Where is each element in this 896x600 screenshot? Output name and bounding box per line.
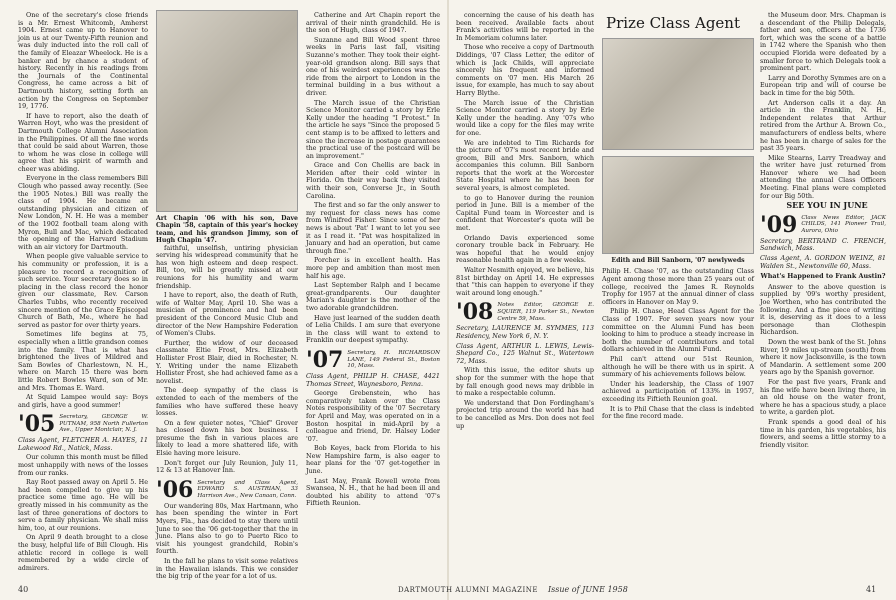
paragraph: Grace and Con Chellis are back in Meriden after their cold winter in Florida. On their way back they visited with their son, Converse Jr., in South Carolina. (306, 161, 440, 200)
paragraph: Everyone in the class remembers Bill Clough who passed away recently. (See the 1905 Notes.) Bill was really the class of 1904. He became an outstanding physician and citizen of New London, N. H. He was a member of the 1902 football team along with Myron, Bull and Mac, which dedicated the opening of the Harvard Stadium with an air victory for Dartmouth. (18, 174, 148, 251)
right-column-2 (602, 38, 754, 558)
class-heading-09: '09 Class News Editor, JACK CHILDS, 141 Pioneer Trail, Aurora, Ohio (760, 211, 886, 238)
class-heading-08: '08 Notes Editor, GEORGE E. SQUIER, 119 Parker St., Newton Centre 59, Mass. (456, 299, 594, 326)
paragraph: When people give valuable service to his community or profession, it is a pleasure to record a recognition of such service. Your secretary does so in placing in the class record the honor given our classmate, Rev. Carson Charles Tubbs, who recently received sincere mention of the Grace Episcopal Church of Bath, Me., where he had served as pastor for over thirty years. (18, 252, 148, 329)
paragraph: We are indebted to Tim Richards for the picture of '07's most recent bride and groom, Bill and Mrs. Sanborn, which accompanies this column. Bill Sanborn reports that the work at the Worcester State Hospital where he has been for several years, is almost completed. (456, 138, 594, 193)
chase-photo (602, 38, 754, 150)
paragraph: Don't forget our July Reunion, July 11, 12 & 13 at Hanover Inn. (156, 458, 298, 475)
sanborn-photo-caption: Edith and Bill Sanborn, '07 newlyweds (611, 257, 745, 264)
paragraph: We understand that Don Fordingham's projected trip around the world has had to be cancelled as Mrs. Don does not feel up (456, 398, 594, 430)
magazine-name: DARTMOUTH ALUMNI MAGAZINE (398, 586, 539, 594)
paragraph: For the past five years, Frank and his fine wife have been living there, in an old house on the water front, where he has a spacious study, a place to write, a garden plot. (760, 377, 886, 417)
paragraph: Sometimes life begins at 75, especially when a little grandson comes into the family. That is what has brightened the lives of Mildred and Sam Bowles of Charlestown, N. H., where on March 15 there was born little Robert Bowles Ward, son of Mr. and Mrs. Thomas E. Ward. (18, 330, 148, 392)
class-08-agent: Class Agent, ARTHUR L. LEWIS, Lewis-Shepard Co., 125 Walnut St., Watertown 72, Mass. (456, 341, 594, 365)
paragraph: Last September Ralph and I became great-grandparents. Our daughter Marian's daughter is the mother of the two adorable grandchildren. (306, 281, 440, 312)
right-column-3 (760, 12, 886, 572)
sanborn-photo (602, 156, 754, 254)
paragraph: The deep sympathy of the class is extended to each of the members of the families who have suffered these heavy losses. (156, 386, 298, 418)
class-heading-05: '05 Secretary, GEORGE W. PUTNAM, 958 North Fullerton Ave., Upper Montclair, N. J. (18, 411, 148, 438)
paragraph: Larry and Dorothy Symmes are on a European trip and will of course be back in time for the big 50th. (760, 73, 886, 97)
chapin-photo (156, 10, 298, 212)
paragraph: The first and so far the only answer to my request for class news has come from Winifred Fisher. Since some of her news is about 'Pat' I want to let you see it as I read it. "Pat was hospitalized in January and had an operation, but came through fine." (306, 201, 440, 255)
paragraph: Suzanne and Bill Wood spent three weeks in Paris last fall, visiting Suzanne's mother. They took their eight-year-old grandson along. Bill says that one of his weirdest experiences was the ride from the airport to London in the terminal building in a bus without a driver. (306, 35, 440, 97)
paragraph: Bob Keyes, back from Florida to his New Hampshire farm, is also eager to hear plans for the '07 get-together in June. (306, 444, 440, 476)
paragraph: Porcher is in excellent health. Has more pep and ambition than most men half his age. (306, 256, 440, 280)
paragraph: It is to Phil Chase that the class is indebted for the fine record made. (602, 404, 754, 421)
paragraph: Mike Stearns, Larry Treadway and the writer have just returned from Hanover where we had been attending the annual Class Officers Meeting. Final plans were completed for our Big 50th. (760, 153, 886, 200)
paragraph: Under his leadership, the Class of 1907 achieved a participation of 133% in 1957, exceeding its Fiftieth Reunion goal. (602, 379, 754, 403)
paragraph: At Squid Lampee would say: Boys and girls, have a good summer! (18, 393, 148, 409)
paragraph: One of the secretary's close friends is a Mr. Ernest Whitcomb, Amherst 1904. Ernest came up to Hanover to join us at our Twenty-Fifth reunion and was duly inducted into the roll call of the family of Eleazar Wheelock. He is a banker and by chance a student of history. Recently in his readings from the Journals of the Continental Congress, he came across a bit of Dartmouth history, setting forth an action by the Congress on September 19, 1776. (18, 11, 148, 111)
issue-date: Issue of JUNE 1958 (548, 585, 628, 594)
paragraph: Walter Nesmith enjoyed, we believe, his 81st birthday on April 14. He expresses that "this can happen to everyone if they wait around long enough." (456, 266, 594, 297)
paragraph: Frank spends a good deal of his time in his garden, his vegetables, his flowers, and seems a little stormy to a friendly visitor. (760, 417, 886, 449)
class-07-secretary: Secretary, H. RICHARDSON LANE, 149 Federal St., Boston 10, Mass. (347, 349, 440, 370)
left-column-2 (156, 10, 298, 581)
paragraph: to go to Hanover during the reunion period in June. Bill is a member of the Capital Fund team in Worcester and is confident that Worcester's quota will be met. (456, 193, 594, 233)
class-06-secretary: Secretary and Class Agent, EDWARD S. AUSTRIAN, 33 Harrison Ave., New Canaan, Conn. (197, 479, 298, 500)
class-09-secretary: Secretary, BERTRAND C. FRENCH, Sandwich, Mass. (760, 236, 886, 253)
paragraph: If have to report, also the death of Warren Hoyt, who was the president of Dartmouth College Alumni Association in the Philippines. Of all the fine words that could be said about Warren, those to whom he was close in college will agree that his spirit of warmth and cheer was abiding. (18, 111, 148, 173)
subheading: What's Happened to Frank Austin? (760, 272, 886, 281)
paragraph: Orlando Davis experienced some coronary trouble back in February. He was hopeful that he would enjoy reasonable health again in a few weeks. (456, 233, 594, 265)
paragraph: Catherine and Art Chapin report the arrival of their ninth grandchild. He is the son of Hugh, class of 1947. (306, 11, 440, 35)
class-08-editor: Notes Editor, GEORGE E. SQUIER, 119 Parker St., Newton Centre 59, Mass. (497, 302, 594, 322)
paragraph: Have just learned of the sudden death of Lelia Childs. I am sure that everyone in the class will want to extend to Franklin our deepest sympathy. (306, 313, 440, 345)
paragraph: Phil can't attend our 51st Reunion, although he will be there with us in spirit. A summary of his achievements follows below. (602, 354, 754, 379)
paragraph: Answer to the above question is supplied by '09's worthy president, Joe Worthen, who has contributed the following. And a fine piece of writing it is, deserving as it does to a less personage than Clothespin Richardson. (760, 282, 886, 337)
paragraph: On April 9 death brought to a close the busy, helpful life of Bill Clough. His athletic record in college is well remembered by a wide circle of admirers. (18, 533, 148, 572)
paragraph: Ray Root passed away on April 5. He had been compelled to give up his practice some time ago. He will be greatly missed in his community as the last of three generations of doctors to serve a family physician. We shall miss him, too, at our reunions. (18, 478, 148, 532)
right-column-1 (456, 12, 594, 572)
class-08-secretary: Secretary, LAURENCE M. SYMMES, 113 Residency, New York 6, N. Y. (456, 324, 594, 340)
class-05-secretary: Secretary, GEORGE W. PUTNAM, 958 North Fullerton Ave., Upper Montclair, N. J. (59, 414, 148, 434)
class-heading-06: '06 Secretary and Class Agent, EDWARD S. AUSTRIAN, 33 Harrison Ave., New Canaan, Conn. (156, 476, 298, 503)
page-gutter (447, 0, 449, 600)
class-09-agent: Class Agent, A. GORDON WEINZ, 81 Walden St., Newtonville 60, Mass. (760, 254, 886, 270)
paragraph: Down the west bank of the St. Johns River, 19 miles up-stream (south) from where it now Jacksonville, is the town of Mandarin. A settlement some 200 years ago by the Spanish governor. (760, 337, 886, 377)
paragraph: On a few quieter notes, "Chief" Grover has closed down his box business. I presume the fish in various places are likely to lead a more shattered life, with Elsie having more leisure. (156, 418, 298, 458)
paragraph: faithful, unselfish, untiring physician serving his widespread community that he has won high esteem and deep respect. Bill, too, will be greatly missed at our reunions for his humility and warm friendship. (156, 243, 298, 290)
paragraph: Art Anderson calls it a day. An article in the Franklin, N. H., Independent relates that Arthur retired from the Arthur A. Brown Co., manufacturers of endless belts, where he has been in charge of sales for the past 35 years. (760, 98, 886, 153)
left-column-3 (306, 12, 440, 572)
paragraph: The March issue of the Christian Science Monitor carried a story by Erle Kelly under the heading. Any '07s who would like a copy for the files may write for one. (456, 98, 594, 137)
class-05-agent: Class Agent, FLETCHER A. HAYES, 11 Lakewood Rd., Natick, Mass. (18, 436, 148, 452)
paragraph: Our wandering 80s, Max Hartmann, who has been spending the winter in Fort Myers, Fla., has decided to stay there until June to see the '06 get-together that the in June. Plans also to go to Puerto Rico to visit his youngest grandchild, Robin's fourth. (156, 501, 298, 556)
paragraph: concerning the cause of his death has been received. Available facts about Frank's activities will be reported in the In Memoriam columns later. (456, 11, 594, 42)
paragraph: Further, the widow of our deceased classmate Eltie Frost, Mrs. Elizabeth Hollister Frost Blair, died in Rochester, N. Y. Writing under the name Elizabeth Hollister Frost, she had achieved fame as a novelist. (156, 338, 298, 385)
paragraph: In the fall he plans to visit some relatives in the Hawaiian islands. This we consider the big trip of the year for a lot of us. (156, 557, 298, 581)
paragraph: Our column this month must be filled most unhappily with news of the losses from our ranks. (18, 453, 148, 477)
paragraph: Last May, Frank Rowell wrote from Swansea, N. H., that he had been ill and doubted his ability to attend '07's Fiftieth Reunion. (306, 476, 440, 508)
prize-class-agent-title: Prize Class Agent (606, 14, 740, 32)
paragraph: George Grebenstein, who has comparatively taken over the Class Notes responsibility of the '07 Secretary for April and May, was operated on in a Boston hospital in mid-April by a colleague and friend, Dr. Halsey Loder '07. (306, 389, 440, 443)
class-09-editor: Class News Editor, JACK CHILDS, 141 Pioneer Trail, Aurora, Ohio (801, 214, 886, 235)
left-column-1 (18, 12, 148, 572)
paragraph: With this issue, the editor shuts up shop for the summer with the hope that by fall enough good news may dribble in to make a respectable column. (456, 366, 594, 398)
paragraph: I have to report, also, the death of Ruth, wife of Walter May, April 10. She was a musician of prominence and had been president of the Concord Music Club and director of the New Hampshire Federation of Women's Clubs. (156, 291, 298, 338)
chase-caption: Philip H. Chase '07, as the outstanding Class Agent among those more than 25 years out of college, received the James R. Reynolds Trophy for 1957 at the annual dinner of class officers in Hanover on May 9. (602, 267, 754, 306)
see-you-in-june: SEE YOU IN JUNE (786, 200, 868, 211)
paragraph: the Museum door. Mrs. Chapman is a descendant of the Philip Delegals, father and son, officers at the 1736 fort, which was the scene of a battle in 1742 where the Spanish who then occupied Florida were defeated by a smaller force to which Delegals took a prominent part. (760, 11, 886, 73)
paragraph: The March issue of the Christian Science Monitor carried a story by Erle Kelly under the heading "I Protest." In the article he says "Since the proposed 5 cent stamp is to be affixed to letters and since the increase in postage guarantees the practical use of the postcard will be an improvement." (306, 98, 440, 160)
chapin-photo-caption: Art Chapin '06 with his son, Dave Chapin '58, captain of this year's hockey team, and his grandson Jimmy, son of Hugh Chapin '47. (156, 215, 298, 245)
paragraph: Philip H. Chase, Head Class Agent for the Class of 1907. For seven years now your committee on the Alumni Fund has been looking to him to produce a steady increase in both the number of contributors and total dollars achieved in the Alumni Fund. (602, 307, 754, 354)
paragraph: Those who receive a copy of Dartmouth Diddings, '07 Class Letter, the editor of which is Jack Childs, will appreciate sincerely his frequent and informed comments on '07 men. His March 26 issue, for example, has much to say about Harry Blythe. (456, 43, 594, 97)
class-07-agent: Class Agent, PHILIP H. CHASE, 4421 Thomas Street, Waynesboro, Penna. (306, 371, 440, 388)
left-page-number: 40 (18, 585, 29, 594)
right-page-number: 41 (866, 585, 877, 594)
class-heading-07: '07 Secretary, H. RICHARDSON LANE, 149 Federal St., Boston 10, Mass. (306, 346, 440, 373)
